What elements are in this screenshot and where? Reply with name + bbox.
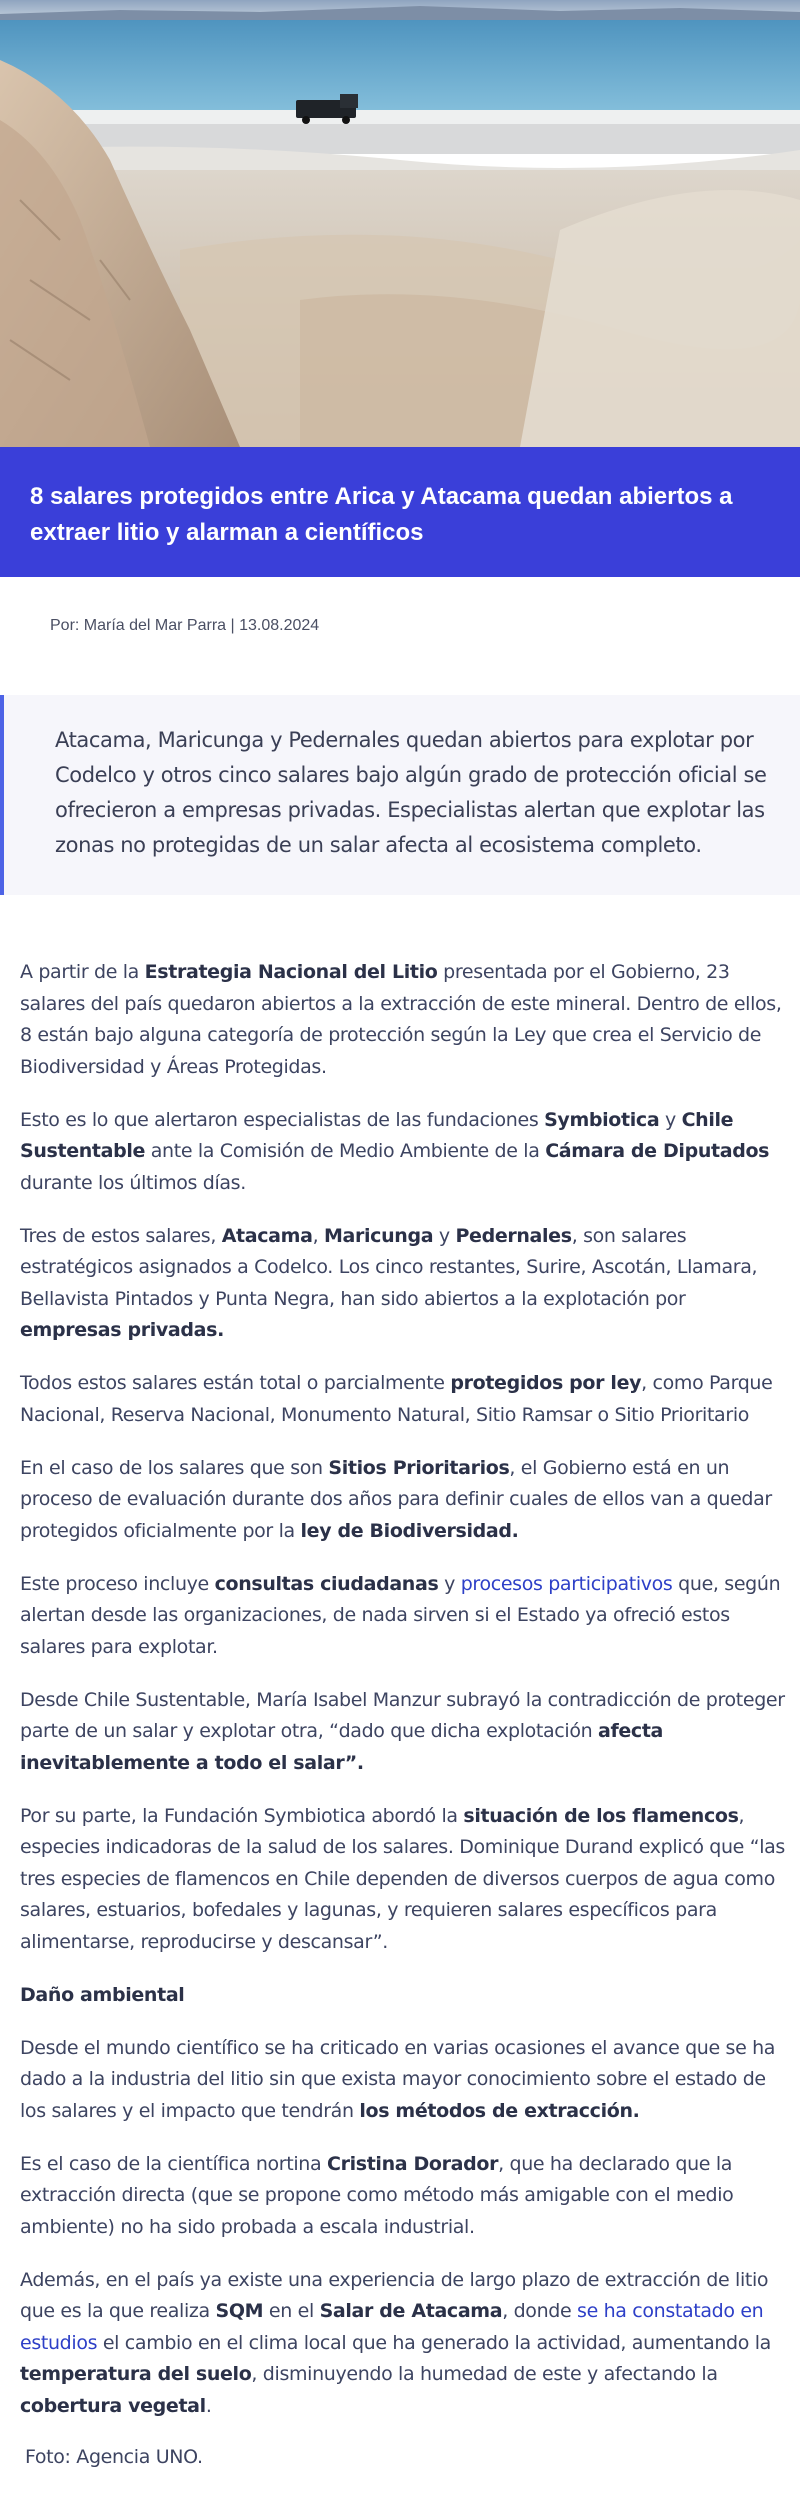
text-run: durante los últimos días.: [20, 1171, 246, 1194]
bold-text: Cámara de Diputados: [545, 1140, 770, 1162]
bold-text: situación de los flamencos: [463, 1804, 739, 1827]
article-paragraph: [20, 2265, 786, 2423]
text-run: que, según alertan desde las organizaciones, de nada sirven si el Estado ya ofreció estos salares para explotar.: [20, 1572, 781, 1658]
article-paragraph: [20, 1980, 786, 2012]
text-run: Este proceso incluye: [20, 1572, 215, 1595]
bold-text: Cristina Dorador: [326, 2152, 499, 2175]
text-run: A partir de la: [20, 961, 145, 983]
text-run: , donde: [502, 2300, 578, 2322]
text-run: y: [659, 1108, 682, 1131]
article-paragraphs: [20, 957, 786, 2422]
text-run: .: [205, 2394, 212, 2417]
text-run: Además, en el país ya existe una experiencia de largo plazo de extracción de litio que es la que realiza: [20, 2268, 769, 2322]
inline-link[interactable]: se ha constatado en estudios: [20, 2300, 764, 2354]
text-run: y: [433, 1224, 456, 1247]
text-run: Es el caso de la científica nortina: [20, 2152, 327, 2175]
text-run: , el Gobierno está en un proceso de evaluación durante dos años para definir cuales de ellos van a quedar protegidos oficialmente por la: [20, 1456, 772, 1542]
article-paragraph: [20, 1685, 786, 1780]
bold-text: Salar de Atacama: [319, 2300, 503, 2322]
bold-text: Daño ambiental: [20, 1983, 185, 2006]
article-paragraph: [20, 1569, 786, 1664]
lead-text: Atacama, Maricunga y Pedernales quedan abiertos para explotar por Codelco y otros cinco salares bajo algún grado de protección oficial se ofrecieron a empresas privadas. Especialistas alertan que explotar las zonas no protegidas de un salar afecta al ecosistema completo.: [55, 728, 767, 857]
text-run: , son salares estratégicos asignados a Codelco. Los cinco restantes, Surire, Ascotán, Llamara, Bellavista Pintados y Punta Negra, han sido abiertos a la explotación por: [20, 1224, 758, 1310]
text-run: Esto es lo que alertaron especialistas de las fundaciones: [20, 1108, 545, 1131]
text-run: , que ha declarado que la extracción directa (que se propone como método más amigable con el medio ambiente) no ha sido probada a escala industrial.: [20, 2152, 734, 2238]
article-paragraph: [20, 957, 786, 1083]
article-paragraph: [20, 1368, 786, 1431]
article-paragraph: [20, 1453, 786, 1548]
bold-text: cobertura vegetal: [20, 2394, 206, 2417]
article-paragraph: [20, 2149, 786, 2244]
text-run: , como Parque Nacional, Reserva Nacional, Monumento Natural, Sitio Ramsar o Sitio Prioritario: [20, 1372, 773, 1426]
photo-credit: Foto: Agencia UNO.: [25, 2445, 203, 2468]
bold-text: empresas privadas.: [20, 1319, 224, 1341]
text-run: ,: [312, 1224, 324, 1247]
text-run: Desde el mundo científico se ha criticado en varias ocasiones el avance que se ha dado a la industria del litio sin que exista mayor conocimiento sobre el estado de los salares y el impacto que tendrán: [20, 2036, 776, 2122]
bold-text: Sitios Prioritarios: [328, 1456, 510, 1479]
bold-text: Symbiotica: [544, 1108, 660, 1131]
article-paragraph: [20, 1221, 786, 1347]
text-run: ante la Comisión de Medio Ambiente de la: [145, 1140, 546, 1162]
text-run: en el: [263, 2300, 320, 2322]
article-paragraph: [20, 1801, 786, 1959]
bold-text: Maricunga: [323, 1224, 434, 1247]
bold-text: los métodos de extracción.: [359, 2099, 640, 2122]
bold-text: consultas ciudadanas: [214, 1572, 439, 1595]
bold-text: Atacama: [221, 1224, 313, 1247]
article-paragraph: [20, 1105, 786, 1200]
bold-text: Pedernales: [455, 1224, 572, 1247]
bold-text: Chile Sustentable: [20, 1108, 734, 1162]
text-run: Todos estos salares están total o parcialmente: [20, 1372, 451, 1394]
salar-landscape-image: [0, 0, 800, 447]
bold-text: temperatura del suelo: [20, 2363, 252, 2385]
bold-text: afecta inevitablemente a todo el salar”.: [20, 1720, 664, 1774]
inline-link[interactable]: procesos participativos: [460, 1572, 673, 1595]
article-lead: [0, 695, 800, 895]
article-byline: Por: María del Mar Parra | 13.08.2024: [50, 617, 320, 634]
bold-text: protegidos por ley: [450, 1372, 642, 1394]
bold-text: SQM: [215, 2300, 264, 2322]
bold-text: ley de Biodiversidad.: [300, 1519, 519, 1542]
text-run: Desde Chile Sustentable, María Isabel Manzur subrayó la contradicción de proteger parte de un salar y explotar otra, “dado que dicha explotación: [20, 1688, 785, 1742]
text-run: presentada por el Gobierno, 23 salares del país quedaron abiertos a la extracción de este mineral. Dentro de ellos, 8 están bajo alguna categoría de protección según la Ley que crea el Servicio de Biodiversidad y Áreas Protegidas.: [20, 961, 782, 1078]
text-run: , disminuyendo la humedad de este y afectando la: [251, 2363, 718, 2385]
text-run: En el caso de los salares que son: [20, 1456, 329, 1479]
bold-text: Estrategia Nacional del Litio: [144, 961, 438, 983]
article-title: 8 salares protegidos entre Arica y Atacama quedan abiertos a extraer litio y alarman a científicos: [30, 483, 733, 546]
text-run: , especies indicadoras de la salud de los salares. Dominique Durand explicó que “las tres especies de flamencos en Chile dependen de diversos cuerpos de agua como salares, estuarios, bofedales y lagunas, y requieren salares específicos para alimentarse, reproducirse y descansar”.: [20, 1804, 785, 1953]
article-paragraph: [20, 2033, 786, 2128]
text-run: y: [438, 1572, 461, 1595]
text-run: Tres de estos salares,: [20, 1224, 222, 1247]
article-body: [0, 895, 800, 2473]
hero-image: [0, 0, 800, 447]
article-title-banner: [0, 447, 800, 577]
text-run: el cambio en el clima local que ha generado la actividad, aumentando la: [97, 2331, 771, 2354]
text-run: Por su parte, la Fundación Symbiotica abordó la: [20, 1804, 464, 1827]
